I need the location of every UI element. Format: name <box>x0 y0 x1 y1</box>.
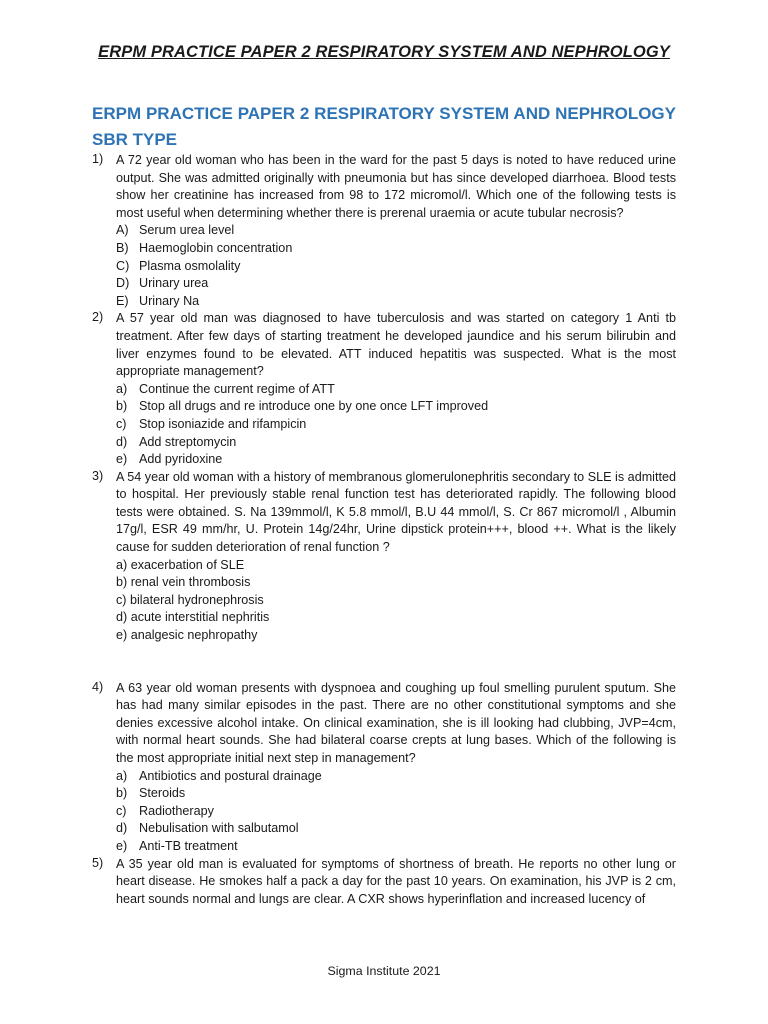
answer-option <box>92 240 676 258</box>
question-number: 2) <box>92 310 104 325</box>
option-label: C) <box>116 258 130 273</box>
option-text: Continue the current regime of ATT <box>139 381 335 396</box>
option-text: a) exacerbation of SLE <box>116 557 245 572</box>
option-label: B) <box>116 240 129 255</box>
option-text: Urinary Na <box>139 293 200 308</box>
document-title: ERPM PRACTICE PAPER 2 RESPIRATORY SYSTEM AND NEPHROLOGY <box>98 43 670 61</box>
answer-option <box>92 574 676 592</box>
answer-option <box>92 627 676 645</box>
question-5 <box>92 856 676 909</box>
answer-option <box>92 592 676 610</box>
answer-option <box>92 434 676 452</box>
answer-options <box>92 381 676 469</box>
section-heading: ERPM PRACTICE PAPER 2 RESPIRATORY SYSTEM AND NEPHROLOGY SBR TYPE <box>92 104 676 149</box>
question-3 <box>92 469 676 645</box>
question-2 <box>92 310 676 468</box>
option-text: Antibiotics and postural drainage <box>139 768 322 783</box>
answer-options <box>92 222 676 310</box>
answer-option <box>92 557 676 575</box>
option-label: d) <box>116 821 128 836</box>
answer-option <box>92 609 676 627</box>
answer-option <box>92 768 676 786</box>
option-label: A) <box>116 223 129 238</box>
option-text: Radiotherapy <box>139 803 214 818</box>
option-text: b) renal vein thrombosis <box>116 575 251 590</box>
answer-option <box>92 381 676 399</box>
answer-option <box>92 820 676 838</box>
option-text: Serum urea level <box>139 223 235 238</box>
option-label: b) <box>116 399 128 414</box>
option-label: D) <box>116 276 130 291</box>
answer-option <box>92 293 676 311</box>
question-stem: A 57 year old man was diagnosed to have tuberculosis and was started on category 1 Anti tb treatment. After few days of starting treatment he developed jaundice and his serum bilirubin and liver enzymes found to be elevated. ATT induced hepatitis was suspected. What is the most appropriate management? <box>116 311 676 379</box>
option-label: a) <box>116 381 128 396</box>
answer-option <box>92 838 676 856</box>
question-number: 1) <box>92 152 104 166</box>
question-stem: A 72 year old woman who has been in the ward for the past 5 days is noted to have reduced urine output. She was admitted originally with pneumonia but has since developed diarrhoea. Blood tests show her creatinine has increased from 98 to 172 micromol/l. Which one of the following tests is most useful when determining whether there is prerenal uraemia or acute tubular necrosis? <box>116 153 676 220</box>
option-text: e) analgesic nephropathy <box>116 628 258 643</box>
answer-option <box>92 785 676 803</box>
option-label: d) <box>116 434 128 449</box>
option-text: Steroids <box>139 786 186 801</box>
question-number: 3) <box>92 468 104 483</box>
question-number: 5) <box>92 855 104 870</box>
option-text: Anti-TB treatment <box>139 838 238 853</box>
option-label: E) <box>116 293 129 308</box>
option-label: b) <box>116 786 128 801</box>
question-stem: A 35 year old man is evaluated for symptoms of shortness of breath. He reports no other lung or heart disease. He smokes half a pack a day for the past 10 years. On examination, his JVP is 2 cm, heart sounds normal and lungs are clear. A CXR shows hyperinflation and increased lucency of <box>116 856 676 906</box>
option-label: c) <box>116 416 127 431</box>
answer-option <box>92 222 676 240</box>
option-text: Urinary urea <box>139 276 209 291</box>
question-1 <box>92 152 676 310</box>
question-stem: A 54 year old woman with a history of membranous glomerulonephritis secondary to SLE is admitted to hospital. Her previously stable renal function test has deteriorated rapidly. The following blood tests were obtained. S. Na 139mmol/l, K 5.8 mmol/l, B.U 44 mmol/l, S. Cr 867 micromol/l , Albumin 17g/l, ESR 49 mm/hr, U. Protein 14g/24hr, Urine dipstick protein+++, blood ++. What is the likely cause for sudden deterioration of renal function ? <box>116 469 676 555</box>
answer-option <box>92 416 676 434</box>
answer-option <box>92 803 676 821</box>
blank-space <box>92 645 676 680</box>
option-text: d) acute interstitial nephritis <box>116 610 270 625</box>
option-text: Stop isoniazide and rifampicin <box>139 416 307 431</box>
answer-option <box>92 258 676 276</box>
option-text: Plasma osmolality <box>139 258 241 273</box>
question-list <box>92 152 676 908</box>
answer-option <box>92 398 676 416</box>
option-text: Nebulisation with salbutamol <box>139 821 299 836</box>
option-text: Add streptomycin <box>139 434 237 449</box>
option-text: Haemoglobin concentration <box>139 240 293 255</box>
answer-options <box>92 768 676 856</box>
question-number: 4) <box>92 679 104 694</box>
question-4 <box>92 680 676 856</box>
answer-option <box>92 451 676 469</box>
option-text: c) bilateral hydronephrosis <box>116 592 264 607</box>
option-text: Add pyridoxine <box>139 452 223 467</box>
answer-option <box>92 275 676 293</box>
question-stem: A 63 year old woman presents with dyspnoea and coughing up foul smelling purulent sputum. She has had many similar episodes in the past. There are no other constitutional symptoms and she denies excessive alcohol intake. On clinical examination, she is ill looking had clubbing, JVP=4cm, with normal heart sounds. She had bilateral coarse crepts at lung bases. Which of the following is the most appropriate initial next step in management? <box>116 680 676 765</box>
answer-options <box>92 557 676 645</box>
option-text: Stop all drugs and re introduce one by one once LFT improved <box>139 399 489 414</box>
option-label: c) <box>116 803 127 818</box>
option-label: e) <box>116 452 128 467</box>
option-label: a) <box>116 768 128 783</box>
page-footer: Sigma Institute 2021 <box>327 964 441 978</box>
option-label: e) <box>116 838 128 853</box>
